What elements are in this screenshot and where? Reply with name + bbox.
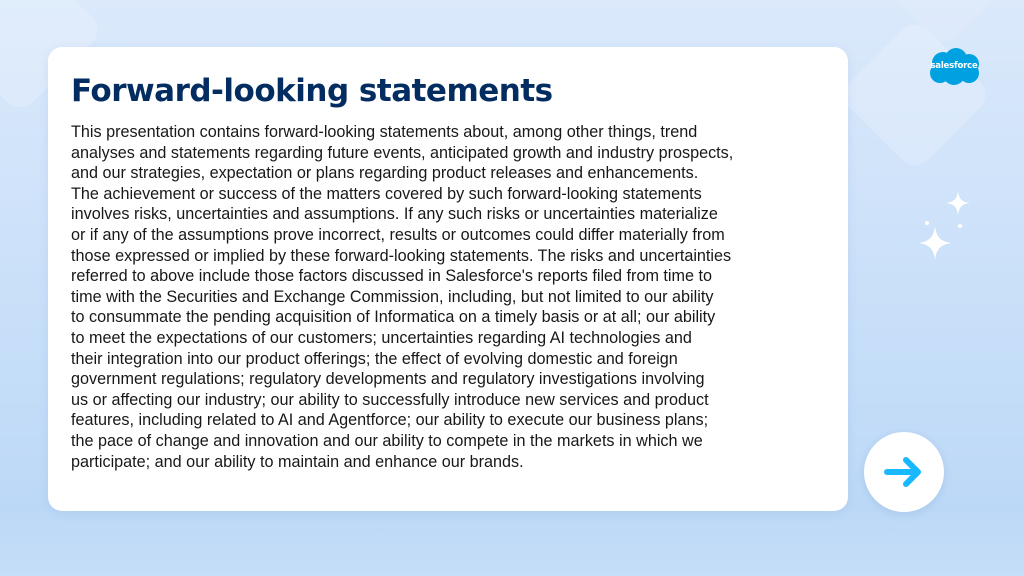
body-line: features, including related to AI and Agentforce; our ability to execute our business plans; bbox=[71, 411, 709, 430]
sparkle-dot bbox=[925, 221, 929, 225]
body-line: time with the Securities and Exchange Commission, including, but not limited to our ability bbox=[71, 287, 714, 306]
body-line: those expressed or implied by these forward-looking statements. The risks and uncertainties bbox=[71, 246, 732, 265]
body-line: government regulations; regulatory developments and regulatory investigations involving bbox=[71, 370, 705, 389]
logo-text: salesforce bbox=[930, 61, 978, 71]
next-slide-button[interactable] bbox=[864, 432, 944, 512]
background-diamond bbox=[837, 17, 993, 173]
body-line: their integration into our product offerings; the effect of evolving domestic and foreign bbox=[71, 349, 678, 368]
body-line: the pace of change and innovation and our ability to compete in the markets in which we bbox=[71, 431, 703, 450]
body-line: This presentation contains forward-looking statements about, among other things, trend bbox=[71, 123, 698, 141]
body-line: participate; and our ability to maintain and enhance our brands. bbox=[71, 452, 524, 471]
sparkle-icon bbox=[946, 191, 970, 215]
body-line: analyses and statements regarding future events, anticipated growth and industry prospects, bbox=[71, 143, 734, 162]
background-floor bbox=[0, 506, 1024, 576]
slide-body bbox=[71, 122, 811, 472]
slide-title: Forward-looking statements bbox=[71, 73, 553, 109]
body-line: to consummate the pending acquisition of Informatica on a timely basis or at all; our ability bbox=[71, 308, 716, 327]
body-line: and our strategies, expectation or plans regarding product releases and enhancements. bbox=[71, 164, 699, 183]
body-line: The achievement or success of the matters covered by such forward-looking statements bbox=[71, 184, 702, 203]
body-line: or if any of the assumptions prove incorrect, results or outcomes could differ materially from bbox=[71, 225, 725, 244]
body-line: us or affecting our industry; our ability to successfully introduce new services and product bbox=[71, 390, 709, 409]
salesforce-logo bbox=[925, 47, 983, 87]
body-line: involves risks, uncertainties and assumptions. If any such risks or uncertainties materialize bbox=[71, 205, 718, 224]
sparkle-dot bbox=[958, 224, 962, 228]
content-card bbox=[48, 47, 848, 511]
body-line: referred to above include those factors discussed in Salesforce's reports filed from time to bbox=[71, 267, 713, 286]
arrow-right-icon bbox=[881, 449, 927, 495]
sparkle-icon bbox=[918, 226, 952, 260]
body-line: to meet the expectations of our customers; uncertainties regarding AI technologies and bbox=[71, 328, 692, 347]
